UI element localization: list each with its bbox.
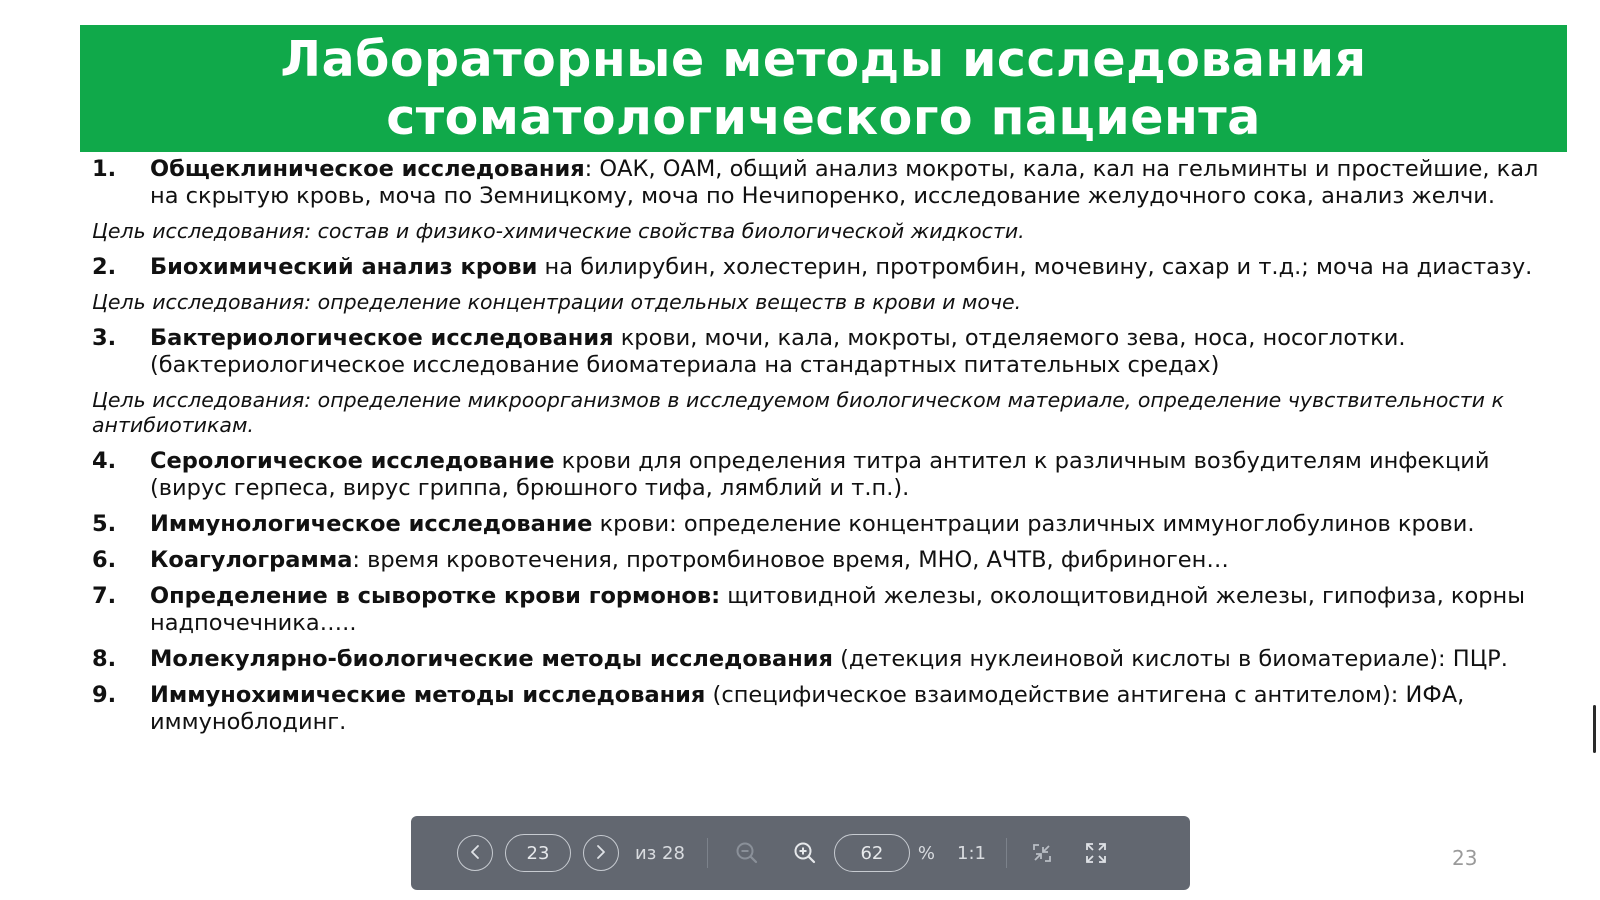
list-item-text bbox=[150, 325, 1552, 379]
slide-title-line-2: стоматологического пациента bbox=[386, 88, 1261, 146]
list-item-number: 7. bbox=[92, 583, 117, 609]
slide-page-number: 23 bbox=[1452, 846, 1478, 870]
list-item-description: крови для определения титра антител к различным возбудителям инфекций (вирус герпеса, вирус гриппа, брюшного тифа, лямблий и т.п.). bbox=[150, 448, 1490, 501]
fit-page-button[interactable] bbox=[1027, 838, 1057, 868]
list-item-heading: Биохимический анализ крови bbox=[150, 254, 538, 280]
list-item bbox=[92, 646, 1552, 673]
list-item bbox=[92, 156, 1552, 210]
slide-content bbox=[92, 156, 1552, 745]
toolbar-divider bbox=[707, 838, 708, 868]
total-pages-label: из 28 bbox=[635, 842, 685, 864]
list-item-description: крови: определение концентрации различных иммуноглобулинов крови. bbox=[592, 511, 1475, 537]
list-item bbox=[92, 448, 1552, 502]
list-item bbox=[92, 583, 1552, 637]
collapse-icon bbox=[1030, 841, 1054, 865]
list-item bbox=[92, 682, 1552, 736]
list-item-heading: Иммунологическое исследование bbox=[150, 511, 593, 537]
list-item-description: крови, мочи, кала, мокроты, отделяемого зева, носа, носоглотки. (бактериологическое исследование биоматериала на стандартных питательных средах) bbox=[150, 325, 1406, 378]
list-item bbox=[92, 511, 1552, 538]
list-item-text bbox=[150, 547, 1552, 574]
page-number-input[interactable] bbox=[505, 834, 571, 872]
list-item-heading: Определение в сыворотке крови гормонов: bbox=[150, 583, 721, 609]
list-item-text bbox=[150, 156, 1552, 210]
list-item-description: щитовидной железы, околощитовидной железы, гипофиза, корны надпочечника….. bbox=[150, 583, 1525, 636]
list-item-heading: Общеклиническое исследования bbox=[150, 156, 585, 182]
viewer-toolbar bbox=[411, 816, 1190, 890]
list-item-number: 3. bbox=[92, 325, 117, 351]
chevron-left-icon bbox=[468, 841, 482, 865]
list-item-number: 2. bbox=[92, 254, 117, 280]
list-item bbox=[92, 547, 1552, 574]
zoom-input[interactable] bbox=[834, 834, 910, 872]
list-item-text bbox=[150, 682, 1552, 736]
research-goal: Цель исследования: состав и физико-химические свойства биологической жидкости. bbox=[92, 219, 1025, 243]
research-goal: Цель исследования: определение концентрации отдельных веществ в крови и моче. bbox=[92, 290, 1022, 314]
prev-page-button[interactable] bbox=[457, 835, 493, 871]
slide-title-line-1: Лабораторные методы исследования bbox=[280, 30, 1367, 88]
list-item-description: на билирубин, холестерин, протромбин, мочевину, сахар и т.д.; моча на диастазу. bbox=[537, 254, 1533, 280]
zoom-in-button[interactable] bbox=[790, 838, 820, 868]
chevron-right-icon bbox=[594, 841, 608, 865]
list-item-text bbox=[150, 254, 1552, 281]
list-item-heading: Коагулограмма bbox=[150, 547, 353, 573]
list-item-number: 6. bbox=[92, 547, 117, 573]
fullscreen-icon bbox=[1084, 841, 1108, 865]
list-item-text bbox=[150, 646, 1552, 673]
list-item-description: (детекция нуклеиновой кислоты в биоматериале): ПЦР. bbox=[832, 646, 1508, 672]
list-item-number: 9. bbox=[92, 682, 117, 708]
list-item-heading: Серологическое исследование bbox=[150, 448, 555, 474]
list-item-description: : ОАК, ОАМ, общий анализ мокроты, кала, кал на гельминты и простейшие, кал на скрытую кровь, моча по Земницкому, моча по Нечипоренко, исследование желудочного сока, анализ желчи. bbox=[150, 156, 1539, 209]
zoom-out-icon bbox=[734, 840, 760, 866]
list-item-description: (специфическое взаимодействие антигена с антителом): ИФА, иммуноблодинг. bbox=[150, 682, 1465, 735]
list-item-number: 1. bbox=[92, 156, 117, 182]
slide-title-bar bbox=[80, 25, 1567, 152]
zoom-out-button[interactable] bbox=[732, 838, 762, 868]
list-item-number: 5. bbox=[92, 511, 117, 537]
list-item-number: 4. bbox=[92, 448, 117, 474]
fullscreen-button[interactable] bbox=[1081, 838, 1111, 868]
list-item-heading: Иммунохимические методы исследования bbox=[150, 682, 706, 708]
list-item-number: 8. bbox=[92, 646, 117, 672]
scrollbar-thumb[interactable] bbox=[1593, 705, 1596, 753]
list-item-heading: Молекулярно-биологические методы исследования bbox=[150, 646, 833, 672]
toolbar-divider bbox=[1006, 838, 1007, 868]
list-item bbox=[92, 254, 1552, 281]
list-item-description: : время кровотечения, протромбиновое время, МНО, АЧТВ, фибриноген… bbox=[352, 547, 1229, 573]
list-item-text bbox=[150, 448, 1552, 502]
actual-size-button[interactable]: 1:1 bbox=[957, 842, 986, 864]
list-item bbox=[92, 325, 1552, 379]
zoom-in-icon bbox=[792, 840, 818, 866]
research-goal: Цель исследования: определение микроорганизмов в исследуемом биологическом материале, определение чувствительности к антибиотикам. bbox=[92, 388, 1504, 437]
next-page-button[interactable] bbox=[583, 835, 619, 871]
list-item-text bbox=[150, 511, 1552, 538]
list-item-text bbox=[150, 583, 1552, 637]
list-item-heading: Бактериологическое исследования bbox=[150, 325, 614, 351]
zoom-percent-label: % bbox=[917, 842, 936, 864]
